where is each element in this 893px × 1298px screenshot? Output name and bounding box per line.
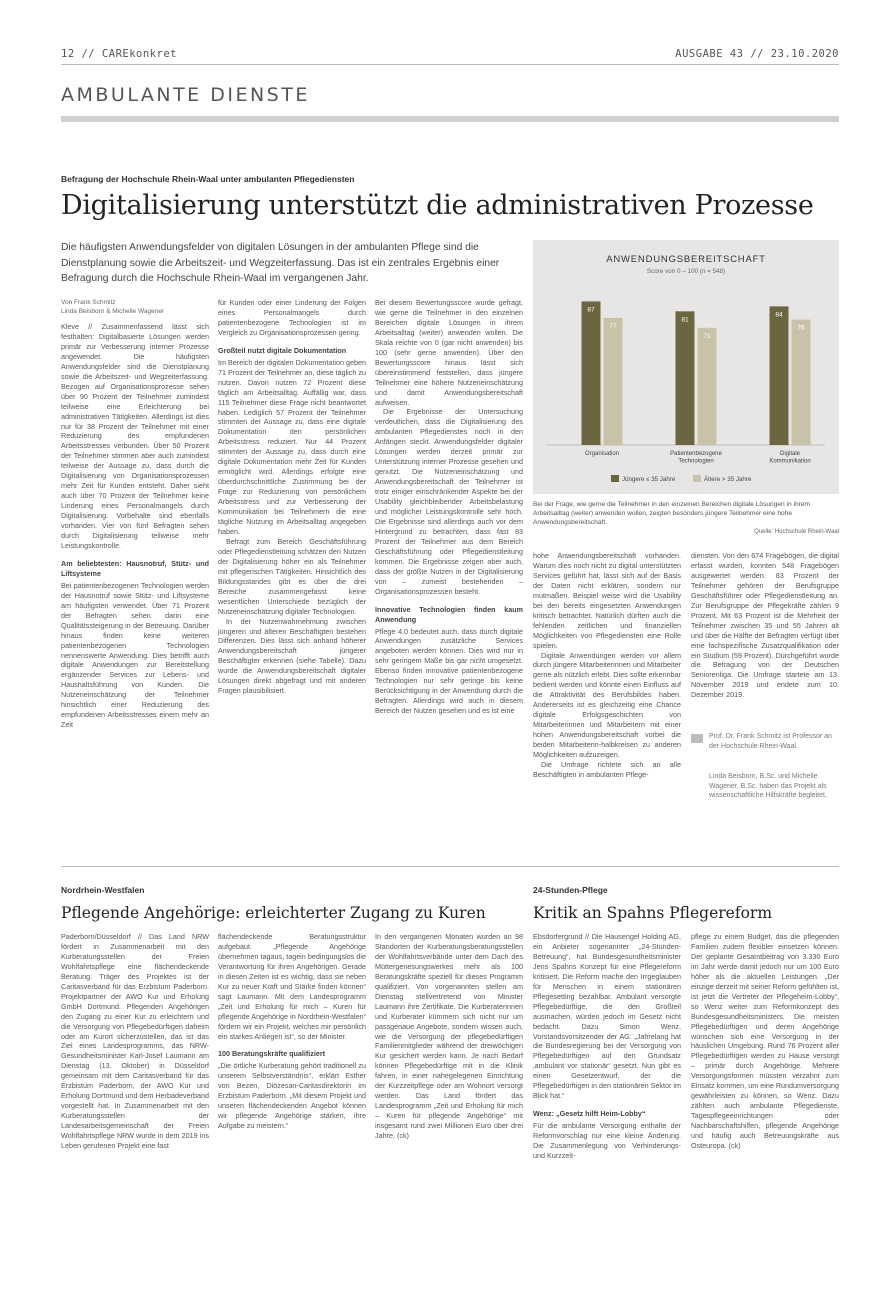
- paragraph: Die Umfrage richtete sich an alle Beschäftigten in ambulanten Pflege-: [533, 760, 681, 779]
- paragraph: pflege zu einem Budget, das die pflegenden Familien zudem flexibler einsetzen können. Der geplante Gesamtbeitrag von 3.330 Euro im Jahr werde damit jedoch nur um 100 Euro höher als die aktuellen Leistungen. „Der einzige derzeit mit seiner Reform gefühlten ist, ist jetzt die Vertreter der Pflegeheim-Lobby“, so Wenz weiter zum Reformkonzept des Bundesgesundheitsministers. Die meisten Pflegebedürftigen und deren Angehörige wünschen sich eine Versorgung in der häuslichen Umgebung. Rund 76 Prozent aller Pflegebedürftigen werden zu Hause versorgt – primär durch Angehörige. Mehrere Versorgungsformen müssten verzahnt zum Einsatz kommen, um eine Rundumversorgung gewährleisten zu können, so Wenz. Dazu zählten auch ambulante Pflegedienste, Tagespflegeeinrichtungen oder Nachbarschaftshilfen, pflegende Angehörige und häufig auch Betreuungskräfte aus Osteuropa. (ck): [691, 932, 839, 1151]
- byline: [61, 298, 211, 316]
- main-column-3: [375, 298, 523, 854]
- chart-caption: Bei der Frage, wie gerne die Teilnehmer in den einzelnen Bereichen digitale Lösungen in ihrem Arbeitsalltag (weiter) anwenden wollen, zeigten besonders jüngere Teilnehmer eine hohe Anwendungsbereitschaft.: [533, 501, 810, 526]
- main-kicker: Befragung der Hochschule Rhein-Waal unter ambulanten Pflegediensten: [61, 174, 355, 184]
- issue-date: AUSGABE 43 // 23.10.2020: [675, 48, 839, 60]
- paragraph: „Die örtliche Kurberatung gehört traditionell zu unserem Selbstverständnis“, erklärt Esther von Bezen, Diözesan-Caritasdirektorin im Erzbistum Paderborn. „Mit diesem Projekt und unseren flächendeckenden Angebot können wir pflegende Angehörige stärken, ihre Aufgabe zu meistern.“: [218, 1061, 366, 1131]
- chart-bar-value: 81: [681, 316, 689, 324]
- article3-column-2: [691, 932, 839, 1262]
- article2-column-3: [375, 932, 523, 1262]
- article2-column-2: [218, 932, 366, 1262]
- author-photo-1: [691, 734, 703, 743]
- chart-source: Quelle: Hochschule Rhein-Waal: [754, 529, 839, 535]
- article2-kicker: Nordrhein-Westfalen: [61, 885, 145, 895]
- subheading: Wenz: „Gesetz hilft Heim-Lobby“: [533, 1109, 646, 1119]
- header-rule: [61, 64, 839, 65]
- paragraph: In den vergangenen Monaten wurden an 98 Standorten der Kurberatungsberatungsstellen der Wohlfahrtsverbände unter dem Dach des Müttergenesungswerkes mehr als 100 Beratungskräfte speziell für dieses Programm qualifiziert. Von vorgenannten stellen am Dienstag stellvertretend von Minister Laumann ihre Zertifikate. Die Kurberaterinnen und Kurberater kümmern sich nicht nur um passgenaue Angebote, sondern wissen auch, wie die Versorgung der pflegebedürftigen Familienmitglieder während der dreiwöchigen Kur gesichert werden kann. Je nach Bedarf können Pflegebedürftige mit in die Klinik fahren, in einer nahegelegenen Einrichtung der Kurzzeitpflege oder am Wohnort versorgt werden. Das Land fördert das Landesprogramm „Zeit und Erholung für mich – Kuren für pflegende Angehörige“ mit insgesamt rund zwei Millionen Euro über drei Jahre. (ck): [375, 932, 523, 1141]
- paragraph: für Kunden oder einer Linderung der Folgen eines Personalmangels durch patientenbezogene Technologien ist im Vergleich zu Organisationsprozessen gering.: [218, 298, 366, 337]
- article3-kicker: 24-Stunden-Pflege: [533, 885, 608, 895]
- article3-headline: Kritik an Spahns Pflegereform: [533, 904, 773, 922]
- paragraph: Kleve // Zusammenfassend lässt sich festhalten: Digitalbasierte Lösungen werden primär zur Verbesserung interner Prozesse angewendet. Die häufigsten Anwendungsfelder sind die Dienstplanung sowie die Arbeitszeit- und Wegzeiterfassung. Bezogen auf Organisationsprozesse sehen über 90 Prozent der Teilnehmer zumindest teilweise eine Erleichterung bei administrativen Tätigkeiten. Allerdings ist dies nur für 38 Prozent der Teilnehmer mit einer Reduzierung des empfundenen Arbeitsstresses verbunden. Über 50 Prozent der Teilnehmer stimmen aber auch zumindest teilweise der Aussage zu, dass durch die Digitalisierung von Organisationsprozessen mehr Zeit für Kunden entsteht. Daher sieht auch über 70 Prozent der Teilnehmer keine Linderung eines Personalmangels durch Digitalisierung. Vorbehalte sind ebenfalls vorhanden. Vier von fünf Befragten sehen durch Digitalisierung teilweise mehr Leistungskontrolle.: [61, 322, 209, 550]
- chart-bar: [582, 301, 601, 445]
- paragraph: Bei patientenbezogenen Technologien werden der Hausnotruf sowie Stütz- und Liftsysteme am häufigsten verwendet. Über 71 Prozent der Befragten sehen darin eine Qualitätssteigerung in der Betreuung. Darüber hinaus finden keine weiteren patientenbezogenen Technologien nennenswerte Anwendung. Dies betrifft auch digitale Anwendungen zur Bereitstellung ergänzender Services zur Lebens- und Haushaltsführung von Kunden. Die Nutzeneinschätzung der Teilnehmer hinsichtlich einer Reduzierung des empfundenen Arbeitsstresses einem mehr an Zeit: [61, 580, 209, 730]
- bar-chart: [533, 240, 839, 494]
- paragraph: Ebsdorfergrund // Die Hausengel Holding AG, ein Anbieter sogenannter „24-Stunden-Betreuung“, hat Bundesgesundheitsminister Jens Spahns Konzept für eine Pflegereform kritisiert. Die Reform mache den Irrgeglauben für Menschen in einem stationären Pflegesetting bezahlbar. Ambulant versorgte Pflegebedürftige, die den Großteil ausmachen, würden jedoch im Gesetz nicht bedacht. Dazu Simon Wenz, Vorstandsvorsitzender der AG: „Jahrelang hat die Bundesregierung bei der Versorgung von Pflegebedürftigen auf den Grundsatz ‚ambulant vor stationär‘ gesetzt. Nun gibt es einen Gesetzentwurf, der die Pflegebedürftigen in den stationären Sektor im Blick hat.“: [533, 932, 681, 1101]
- subheading: 100 Beratungskräfte qualifiziert: [218, 1049, 326, 1059]
- paragraph: hohe Anwendungsbereitschaft vorhanden. Warum dies noch nicht zu digital unterstützten Services geführt hat, lässt sich auf der Basis der Daten nicht erklären, sondern nur mutmaßen. Beispiel weise wird die Usability bei den bereits eingesetzten Anwendungen kritisch betrachtet. Natürlich dürften auch die fehlenden zeitlichen und finanziellen Möglichkeiten von Pflegediensten eine Rolle spielen.: [533, 551, 681, 650]
- chart-bar: [792, 320, 811, 445]
- paragraph: Pflege 4.0 bedeutet auch, dass durch digitale Anwendungen zusätzliche Services angeboten werden können. Dies wird nur in sehr geringem Maße bis gar nicht umgesetzt. Ebenso finden innovative patientenbezogene Technologien nur sehr geringe bis keine Berücksichtigung in der Anwendung durch die Befragten. Allerdings wird auch in diesem Bereich der Nutzen gesehen und es ist eine: [375, 626, 523, 716]
- chart-bar-value: 77: [609, 322, 617, 330]
- main-headline: Digitalisierung unterstützt die administrativen Prozesse: [61, 190, 814, 221]
- chart-category-label: Patientenbezogene: [670, 451, 722, 457]
- paragraph: Im Bereich der digitalen Dokumentation geben 71 Prozent der Teilnehmer an, diese täglich zu nutzen. Davon nutzen 72 Prozent diese täglich am Arbeitsalltag. Auffällig war, dass 115 Teilnehmer diese Frage nicht beantwortet haben. Lediglich 57 Prozent der Teilnehmer stimmten der Aussage zu, dass eine digitale Dokumentation den persönlichen Arbeitsstress reduziert. Nur 44 Prozent stimmten der Aussage zu, dass durch eine digitale Dokumentation mehr Zeit für Kunden ermöglicht wird. Allerdings erfolgte eine überdurchschnittliche Zustimmung bei der Frage zur Reduzierung von persönlichem Arbeitsstress und zur Verbesserung der Kommunikation bei Teilnehmern die eine tägliche Nutzung im Arbeitsalltag angegeben haben.: [218, 357, 366, 536]
- chart-bar: [698, 328, 717, 445]
- author-note-1: Prof. Dr. Frank Schmitz ist Professor an der Hochschule Rhein-Waal.: [709, 733, 832, 750]
- main-column-5: [691, 551, 839, 721]
- subheading: Innovative Technologien finden kaum Anwendung: [375, 604, 523, 624]
- main-lead: Die häufigsten Anwendungsfelder von digitalen Lösungen in der ambulanten Pflege sind die Dienstplanung sowie die Arbeitszeit- und Wegzeiterfassung. Das ist ein zentrales Ergebnis einer Befragung durch die Hochschule Rhein-Waal im vergangenen Jahr.: [61, 242, 500, 284]
- paragraph: Paderborn/Düsseldorf // Das Land NRW fördert in Zusammenarbeit mit den Kurberatungsstellen der Freien Wohlfahrtspflege eine flächendeckende Beratung. Träger des Projektes ist der Caritasverband für das Erzbistum Paderborn. Projektpartner der AWO Kur und Erholung GmbH Dortmund. Pflegenden Angehörigen den Zugang zu einer Kur zu erleichtern und die Versorgung von Pflegebedürftigen daheim oder am Kurort sicherzustellen, das ist das Ziel eines Landesprogramms, das NRW-Gesundheitsminister Karl-Josef Laumann am Dienstag (13. Oktober) in Düsseldorf gemeinsam mit dem Caritasverband für das Erzbistum Paderborn, der AWO Kur und Erholung Dortmund und dem Herbadeverband vorgestellt hat. In Zusammenarbeit mit den Kurberatungsstellen der Landesarbeitsgemeinschaft der Freien Wohlfahrtspflege NRW wurde in dem 2019 ins Leben gerufenen Projekt eine fast: [61, 932, 209, 1151]
- chart-bar-value: 84: [775, 311, 783, 319]
- chart-bar: [770, 306, 789, 445]
- chart-title: ANWENDUNGSBEREITSCHAFT: [606, 254, 766, 265]
- legend-label: Ältere > 35 Jahre: [704, 476, 752, 483]
- paragraph: flächendeckende Beratungsstruktur aufgebaut. „Pflegende Angehörige übernehmen tagaus, tagein bedingungslos die Verantwortung für ihren Angehörigen. Gerade in diesen Zeiten ist es wichtig, dass sie neben Kur zu neuer Kraft und Stärke finden können“ sagt Laumann. Mit dem Landesprogramm „Zeit und Erholung für mich – Kuren für pflegende Angehörige in Nordrhein-Westfalen“ fördern wir ein Projekt, welches mir persönlich ein starkes Anliegen ist“, so der Minister.: [218, 932, 366, 1041]
- section-rule: [61, 116, 839, 122]
- chart-category-label: Kommunikation: [769, 458, 811, 465]
- paragraph: diensten. Von den 674 Fragebögen, die digital erfasst wurden, konnten 548 Fragebögen ausgewertet werden. 83 Prozent der Teilnehmer gehören der Berufsgruppe Geschäftsführer oder Pflegedienstleitung an. Zur Berufsgruppe der Pflegekräfte zählen 9 Prozent. Mit 63 Prozent ist die Mehrheit der Teilnehmer zwischen 35 und 55 Jahren alt und über die Hälfte der Befragten verfügt über eine fachspezifische Zusatzqualifikation oder ein Studium (59 Prozent). Durchgeführt wurde die Befragung von der Deutschen Seniorenliga. Die Umfrage startete am 13. November 2019 und endete zum 10. Dezember 2019.: [691, 551, 839, 700]
- main-column-1: [61, 322, 209, 852]
- subheading: Am beliebtesten: Hausnotruf, Stütz- und Liftsysteme: [61, 558, 209, 578]
- legend-label: Jüngere ≤ 35 Jahre: [622, 476, 676, 483]
- paragraph: Digitale Anwendungen werden vor allem durch jüngere Mitarbeiterinnen und Mitarbeiter gerne als nützlich erlebt. Dies sollte erkennbar bedient werden und könnte einen Einfluss auf die Attraktivität des Berufsbildes haben. Andererseits ist es gleichzeitig eine Chance digitale Erfolgsgeschichten von Mitarbeiterinnen und Mitarbeitern mit einer hohen Anwendungsbereitschaft vorbei die beiden Mitarbeiterin-halbkreisen zu anderen Möglichkeiten aufzuzeigen.: [533, 650, 681, 760]
- legend-swatch: [693, 475, 701, 482]
- paragraph: Bei diesem Bewertungsscore wurde gefragt, wie gerne die Teilnehmer in den einzelnen Bereichen digitale Lösungen in ihrem Arbeitsalltag (weiter) anwenden wollen. Die Skala reichte von 0 (gar nicht anwenden) bis 100 (sehr gerne anwenden). Über den Bewertungsscore hinaus lässt sich übereinstimmend feststellen, dass jüngere Teilnehmer eine höhere Nutzeneinschätzung und damit Anwendungsbereitschaft aufweisen.: [375, 298, 523, 407]
- byline-author: Von Frank Schmitz: [61, 299, 116, 306]
- article3-column-1: [533, 932, 681, 1262]
- subheading: Großteil nutzt digitale Dokumentation: [218, 345, 347, 355]
- section-title: AMBULANTE DIENSTE: [61, 84, 310, 106]
- chart-bar: [604, 318, 623, 445]
- chart-bar-value: 87: [587, 306, 595, 314]
- article2-column-1: [61, 932, 209, 1262]
- main-column-4: [533, 551, 681, 854]
- paragraph: Befragt zum Bereich Geschäftsführung oder Pflegedienstleitung schätzen den Nutzen der Digitalisierung höher ein als Teilnehmer mit pflegerischen Tätigkeiten. Hinsichtlich des Bildungsstandes gibt es über die drei Bereiche zusammengefasst keine wesentlichen Unterschiede bezüglich der Nutzeneinschätzung digitaler Technologien.: [218, 536, 366, 616]
- page-number-publication: 12 // CAREkonkret: [61, 48, 177, 60]
- byline-coauthors: Linda Beisborn & Michelle Wagener: [61, 308, 165, 315]
- author-note-2: Linda Beisborn, B.Sc. und Michelle Wagener, B.Sc. haben das Projekt als wissenschaftliche Hilfskräfte begleitet.: [709, 773, 827, 799]
- chart-subtitle: Score von 0 – 100 (n = 548): [646, 268, 726, 275]
- bottom-divider: [61, 866, 839, 867]
- chart-box: [533, 240, 839, 494]
- paragraph: In der Nutzenwahrnehmung zwischen jüngeren und älteren Beschäftigten bestehen Differenzen. Dies lässt sich anhand höherer Anwendungsbereitschaft jüngerer Beschäftigter erkennen (siehe Tabelle). Dazu wurde die Anwendungsbereitschaft digitaler Lösungen direkt abgefragt und mit anderen Fragen plausibilisiert.: [218, 616, 366, 696]
- chart-category-label: Technologien: [678, 458, 714, 465]
- main-column-2: [218, 298, 366, 854]
- legend-swatch: [611, 475, 619, 482]
- article2-headline: Pflegende Angehörige: erleichterter Zugang zu Kuren: [61, 904, 486, 922]
- chart-category-label: Organisation: [584, 451, 620, 457]
- paragraph: Die Ergebnisse der Untersuchung verdeutlichen, dass die Digitalisierung des ambulanten Pflegedienstes noch in den Anfängen steckt. Anwendungsfelder digitaler Lösungen werden derzeit primär zur Unterstützung interner Prozesse gesehen und genutzt. Die Nutzeneinschätzung und Anwendungsbereitschaft der Teilnehmer ist trotz einiger einschränkender Aspekte bei der Usability gleichbleibender Arbeitsbelastung und möglicher Leistungskontrolle sehr hoch. Die Ergebnisse sind allerdings auch vor dem Hintergrund zu betrachten, dass fast 83 Prozent der Teilnehmer aus dem Bereich Geschäftsführung oder Pflegedienstleitung kommen. Die Ergebnisse zeigen aber auch, dass der größte Nutzen in der Digitalisierung von – zumeist bestehenden – Organisationsprozessen besteht.: [375, 407, 523, 596]
- chart-bar: [676, 311, 695, 445]
- paragraph: Für die ambulante Versorgung enthalte der Reformvorschlag nur eine kleine Änderung. Die Zusammenlegung von Verhinderungs- und Kurzzeit-: [533, 1121, 681, 1161]
- chart-category-label: Digitale: [779, 451, 801, 457]
- chart-bar-value: 71: [703, 332, 711, 340]
- chart-bar-value: 76: [797, 324, 805, 332]
